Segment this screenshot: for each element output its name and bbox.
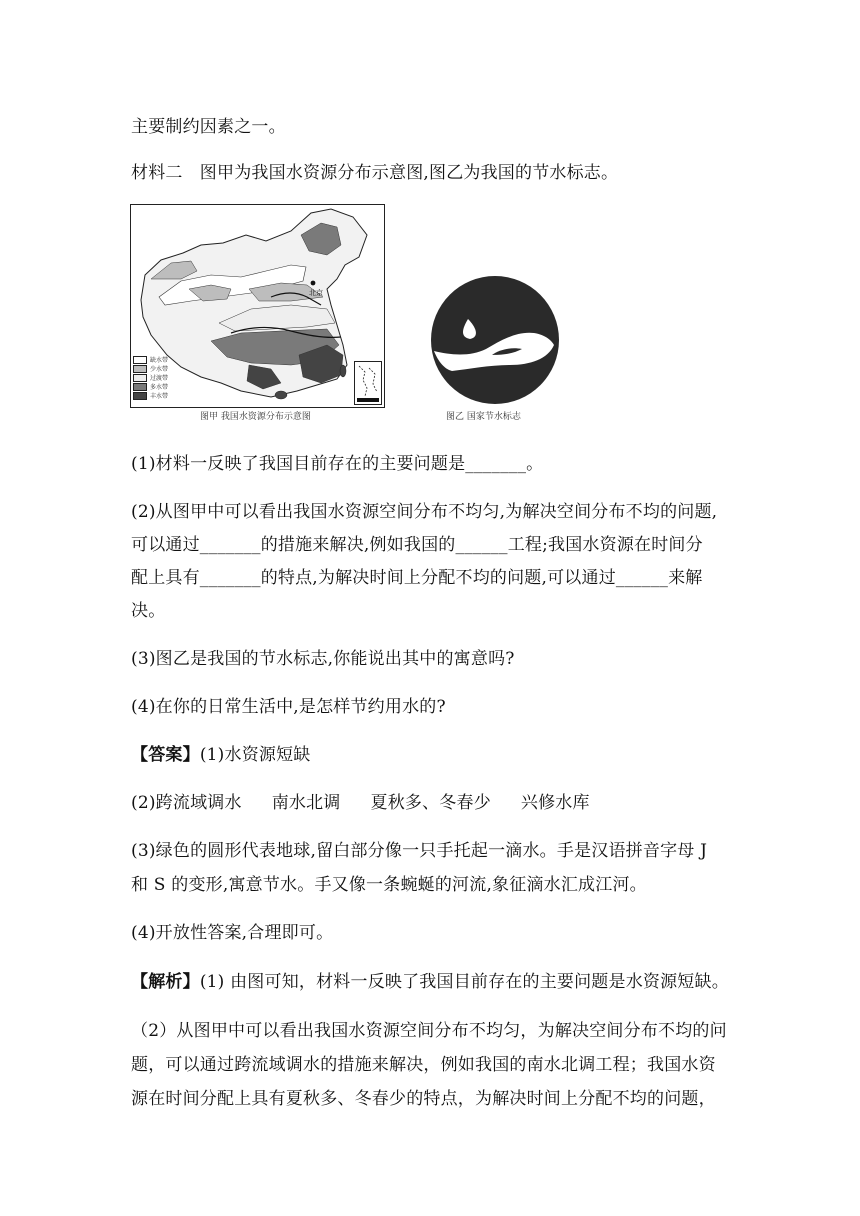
answer-2-part: 兴修水库 [520,793,590,813]
question-4: (4)在你的日常生活中,是怎样节约用水的? [131,697,446,717]
map-legend [133,355,185,400]
legend-item [133,382,185,391]
analysis-2-line-2: 题，可以通过跨流域调水的措施来解决，例如我国的南水北调工程；我国水资 [131,1055,716,1075]
answer-2-part: (2)跨流域调水 [131,793,242,813]
beijing-marker [311,281,316,286]
south-china-sea-inset [354,361,382,405]
legend-label: 多水带 [150,384,169,391]
legend-item [133,355,185,364]
legend-swatch [133,365,147,373]
answer-2-line [131,788,590,813]
legend-swatch [133,374,147,382]
answer-3-line-1: (3)绿色的圆形代表地球,留白部分像一只手托起一滴水。手是汉语拼音字母 J [131,841,708,861]
legend-item [133,364,185,373]
legend-label: 丰水带 [150,393,169,400]
question-3: (3)图乙是我国的节水标志,你能说出其中的寓意吗? [131,649,515,669]
legend-label: 少水带 [150,366,169,373]
question-2-line-3: 配上具有_______的特点,为解决时间上分配不均的问题,可以通过______来解 [131,568,703,588]
legend-swatch [133,392,147,400]
analysis-1: (1) 由图可知，材料一反映了我国目前存在的主要问题是水资源短缺。 [199,972,729,992]
answer-1: (1)水资源短缺 [199,745,311,765]
analysis-2-line-3: 源在时间分配上具有夏秋多、冬春少的特点，为解决时间上分配不均的问题， [131,1089,716,1109]
question-2-line-1: (2)从图甲中可以看出我国水资源空间分布不均匀,为解决空间分布不均的问题, [131,502,718,522]
answer-1-line [131,740,311,765]
answer-3-line-2: 和 S 的变形,寓意节水。手又像一条蜿蜒的河流,象征滴水汇成江河。 [131,875,647,895]
answer-2-part: 夏秋多、冬春少 [370,793,491,813]
answer-4: (4)开放性答案,合理即可。 [131,923,334,943]
answer-2-part: 南水北调 [271,793,341,813]
water-resources-map [130,204,385,408]
legend-label: 过渡带 [150,375,169,382]
analysis-label: 【解析】 [131,972,200,992]
answer-label: 【答案】 [131,745,200,765]
legend-label: 缺水带 [150,357,169,364]
analysis-1-line [131,967,729,992]
figure-b-caption: 图乙 国家节水标志 [446,412,521,422]
figure-a-caption: 图甲 我国水资源分布示意图 [200,412,311,422]
intro-tail-text: 主要制约因素之一。 [131,117,286,137]
question-2-line-4: 决。 [131,601,166,621]
material-2-text: 材料二 图甲为我国水资源分布示意图,图乙为我国的节水标志。 [131,163,619,183]
water-saving-logo [430,275,560,405]
legend-swatch [133,383,147,391]
question-1: (1)材料一反映了我国目前存在的主要问题是_______。 [131,454,544,474]
beijing-label: 北京 [309,289,323,297]
analysis-2-line-1: （2）从图甲中可以看出我国水资源空间分布不均匀，为解决空间分布不均的问 [131,1021,727,1041]
legend-item [133,373,185,382]
legend-swatch [133,356,147,364]
question-2-line-2: 可以通过_______的措施来解决,例如我国的______工程;我国水资源在时间分 [131,535,703,555]
legend-item [133,391,185,400]
